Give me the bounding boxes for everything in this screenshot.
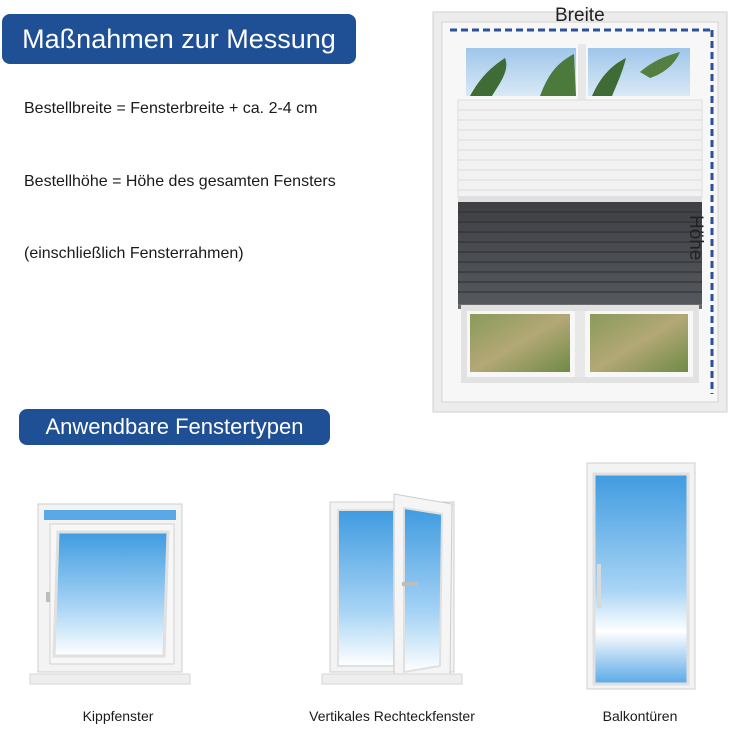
pleated-blind-illustration [430,8,730,414]
dark-pleat-fabric [458,202,702,306]
measurement-title: Maßnahmen zur Messung [2,14,356,64]
casement-window-icon [322,490,462,686]
caption-balkontueren: Balkontüren [602,708,678,724]
caption-rechteckfenster: Vertikales Rechteckfenster [309,708,475,724]
white-pleat-fabric [458,100,702,198]
balcony-door-icon [586,462,696,692]
frame-note-text: (einschließlich Fensterrahmen) [24,245,244,262]
window-types-title: Anwendbare Fenstertypen [19,409,330,445]
width-label: Breite [555,5,605,26]
order-height-text: Bestellhöhe = Höhe des gesamten Fensters [24,173,336,190]
order-width-text: Bestellbreite = Fensterbreite + ca. 2-4 cm [24,100,318,117]
tilt-window-icon [30,500,190,690]
height-label: Höhe [685,215,706,261]
caption-kippfenster: Kippfenster [82,708,154,724]
